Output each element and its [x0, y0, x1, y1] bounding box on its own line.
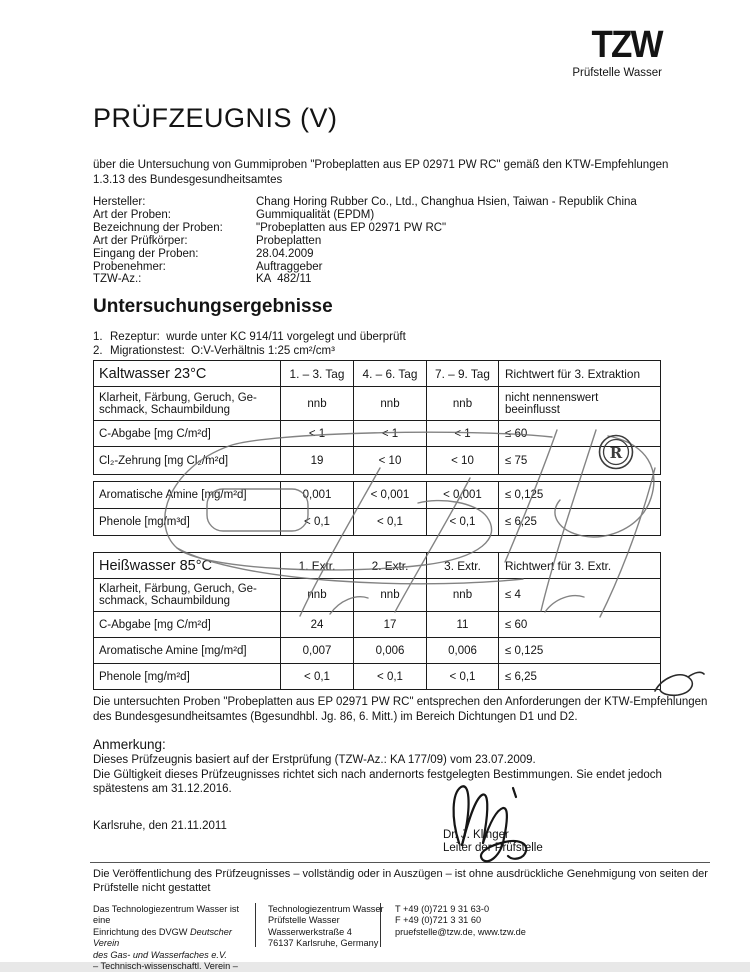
- detail-value: KA 482/11: [256, 273, 312, 286]
- svg-text:R: R: [609, 444, 623, 462]
- value-cell: < 0,001: [354, 482, 427, 509]
- table-title-cell: Kaltwasser 23°C: [94, 361, 281, 387]
- footer-line: Technologiezentrum Wasser: [268, 904, 384, 914]
- footer-email-web: pruefstelle@tzw.de, www.tzw.de: [395, 926, 526, 937]
- footer-address-column: [268, 904, 388, 950]
- value-cell: 17: [354, 612, 427, 638]
- value-cell: 0,006: [427, 638, 499, 664]
- detail-value: "Probeplatten aus EP 02971 PW RC": [256, 221, 447, 234]
- footer-organisation-column: [93, 904, 253, 972]
- column-header: 1. Extr.: [281, 553, 354, 579]
- limit-cell: ≤ 0,125: [499, 638, 661, 664]
- column-header: 1. – 3. Tag: [281, 361, 354, 387]
- conformity-statement: Die untersuchten Proben "Probeplatten aus EP 02971 PW RC" entsprechen den Anforderungen der KTW-Empfehlungen des Bundesgesundheitsamtes (Bgesundhbl. Jg. 86, 6. Mitt.) im Bereich Dichtungen D1 und D2.: [93, 696, 708, 723]
- detail-label: TZW-Az.:: [93, 273, 142, 286]
- value-cell: < 1: [281, 421, 354, 447]
- row-label: Aromatische Amine [mg/m²d]: [94, 638, 281, 664]
- tzw-logo: [572, 26, 662, 79]
- limit-cell: ≤ 75: [499, 447, 661, 475]
- detail-label: Hersteller:: [93, 196, 146, 208]
- value-cell: < 0,001: [427, 482, 499, 509]
- footer-separator-line: [90, 862, 710, 863]
- signer-block: [443, 829, 543, 855]
- footer-line: Das Technologiezentrum Wasser ist eine: [93, 904, 240, 926]
- value-cell: 0,001: [281, 482, 354, 509]
- place-date-line: Karlsruhe, den 21.11.2011: [93, 820, 227, 832]
- results-heading: Untersuchungsergebnisse: [93, 296, 333, 317]
- footer-divider: [255, 903, 256, 947]
- value-cell: 0,006: [354, 638, 427, 664]
- column-header: 3. Extr.: [427, 553, 499, 579]
- table-header-row: [94, 553, 661, 579]
- value-cell: nnb: [281, 387, 354, 421]
- handwritten-initials-icon: [655, 672, 704, 695]
- footer-line: 76137 Karlsruhe, Germany: [268, 938, 379, 949]
- value-cell: < 0,1: [281, 509, 354, 536]
- footer-divider: [380, 903, 381, 947]
- limit-cell: ≤ 6,25: [499, 509, 661, 536]
- value-cell: < 0,1: [281, 664, 354, 690]
- detail-value: Auftraggeber: [256, 260, 323, 273]
- column-header: Richtwert für 3. Extraktion: [499, 361, 661, 387]
- detail-value: Gummiqualität (EPDM): [256, 208, 375, 221]
- signer-role: Leiter der Prüfstelle: [443, 842, 543, 854]
- note-number: 2.: [93, 344, 103, 357]
- value-cell: < 1: [354, 421, 427, 447]
- limit-cell: ≤ 6,25: [499, 664, 661, 690]
- intro-paragraph: über die Untersuchung von Gummiproben "Probeplatten aus EP 02971 PW RC" gemäß den KTW-Empfehlungen 1.3.13 des Bundesgesundheitsamtes: [93, 159, 669, 187]
- table-row: [94, 447, 661, 475]
- row-label: Cl₂-Zehrung [mg Cl₂/m²d]: [94, 447, 281, 475]
- table-row: [94, 421, 661, 447]
- logo-brand-text: TZW: [591, 24, 662, 66]
- note-text: Rezeptur: wurde unter KC 914/11 vorgelegt und überprüft: [110, 331, 406, 343]
- table-row: [94, 638, 661, 664]
- value-cell: 24: [281, 612, 354, 638]
- row-label: Phenole [mg/m²d]: [94, 664, 281, 690]
- publication-note: Die Veröffentlichung des Prüfzeugnisses – vollständig oder in Auszügen – ist ohne ausdrückliche Genehmigung von seiten der Prüfstelle nicht gestattet: [93, 868, 708, 894]
- limit-cell: ≤ 0,125: [499, 482, 661, 509]
- remark-heading: Anmerkung:: [93, 737, 166, 752]
- coldwater-table: [93, 360, 661, 475]
- coldwater-extra-table: [93, 481, 661, 536]
- sample-details: [93, 196, 713, 286]
- footer-text: Einrichtung des DVGW: [93, 926, 191, 937]
- column-header: 2. Extr.: [354, 553, 427, 579]
- detail-value: Probeplatten: [256, 234, 322, 247]
- table-row: [94, 509, 661, 536]
- value-cell: < 0,1: [354, 664, 427, 690]
- row-label: Klarheit, Färbung, Geruch, Ge-schmack, Schaumbildung: [94, 579, 281, 612]
- value-cell: < 10: [427, 447, 499, 475]
- detail-row: [93, 196, 713, 209]
- row-label: Aromatische Amine [mg/m²d]: [94, 482, 281, 509]
- limit-cell: ≤ 60: [499, 421, 661, 447]
- detail-value: Chang Horing Rubber Co., Ltd., Changhua Hsien, Taiwan - Republik China: [256, 196, 637, 208]
- table-title-cell: Heißwasser 85°C: [94, 553, 281, 579]
- detail-row: [93, 235, 713, 248]
- logo-subtitle: Prüfstelle Wasser: [572, 67, 662, 79]
- table-row: [94, 482, 661, 509]
- table-row: [94, 664, 661, 690]
- value-cell: nnb: [354, 387, 427, 421]
- table-row: [94, 612, 661, 638]
- value-cell: < 1: [427, 421, 499, 447]
- value-cell: < 10: [354, 447, 427, 475]
- detail-row: [93, 273, 713, 286]
- hotwater-table: [93, 552, 661, 690]
- remark-body: [93, 753, 711, 797]
- detail-label: Art der Prüfkörper:: [93, 234, 188, 247]
- footer-phone: T +49 (0)721 9 31 63-0: [395, 904, 490, 914]
- limit-cell: ≤ 60: [499, 612, 661, 638]
- detail-label: Art der Proben:: [93, 208, 171, 221]
- table-row: [94, 387, 661, 421]
- results-notes: [93, 331, 406, 358]
- detail-row: [93, 261, 713, 274]
- value-cell: < 0,1: [427, 509, 499, 536]
- note-item: [93, 345, 406, 359]
- footer-line: [93, 927, 253, 950]
- detail-value: 28.04.2009: [256, 247, 314, 260]
- footer-contact-column: [395, 904, 605, 938]
- note-text: Migrationstest: O:V-Verhältnis 1:25 cm²/cm³: [110, 344, 335, 357]
- column-header: 7. – 9. Tag: [427, 361, 499, 387]
- value-cell: 0,007: [281, 638, 354, 664]
- remark-line: Dieses Prüfzeugnis basiert auf der Erstprüfung (TZW-Az.: KA 177/09) vom 23.07.2009.: [93, 754, 536, 766]
- signer-name: Dr. J. Klinger: [443, 829, 509, 841]
- footer-line-italic: des Gas- und Wasserfaches e.V.: [93, 949, 227, 960]
- column-header: Richtwert für 3. Extr.: [499, 553, 661, 579]
- value-cell: nnb: [427, 579, 499, 612]
- detail-row: [93, 248, 713, 261]
- footer-fax: F +49 (0)721 3 31 60: [395, 915, 482, 926]
- page-title: PRÜFZEUGNIS (V): [93, 103, 338, 133]
- detail-label: Probenehmer:: [93, 260, 166, 273]
- remark-line: Die Gültigkeit dieses Prüfzeugnisses richtet sich nach andernorts festgelegten Bestimmungen. Sie endet jedoch spätestens am 31.12.2016.: [93, 768, 662, 796]
- value-cell: 19: [281, 447, 354, 475]
- value-cell: 11: [427, 612, 499, 638]
- detail-label: Eingang der Proben:: [93, 247, 199, 260]
- detail-row: [93, 209, 713, 222]
- footer-line: – Technisch-wissenschaftl. Verein –: [93, 961, 238, 972]
- value-cell: nnb: [281, 579, 354, 612]
- note-item: [93, 331, 406, 345]
- footer-line: Prüfstelle Wasser: [268, 915, 340, 926]
- value-cell: < 0,1: [427, 664, 499, 690]
- footer-text-italic: Deutscher Verein: [93, 926, 232, 949]
- value-cell: < 0,1: [354, 509, 427, 536]
- limit-cell: nicht nennenswert beeinflusst: [499, 387, 661, 421]
- table-row: [94, 579, 661, 612]
- value-cell: nnb: [427, 387, 499, 421]
- table-header-row: [94, 361, 661, 387]
- footer-line: Wasserwerkstraße 4: [268, 926, 352, 937]
- row-label: C-Abgabe [mg C/m²d]: [94, 421, 281, 447]
- row-label: Phenole [mg/m³d]: [94, 509, 281, 536]
- row-label: C-Abgabe [mg C/m²d]: [94, 612, 281, 638]
- note-number: 1.: [93, 331, 103, 343]
- detail-row: [93, 222, 713, 235]
- detail-label: Bezeichnung der Proben:: [93, 221, 223, 234]
- column-header: 4. – 6. Tag: [354, 361, 427, 387]
- row-label: Klarheit, Färbung, Geruch, Ge-schmack, Schaumbildung: [94, 387, 281, 421]
- value-cell: nnb: [354, 579, 427, 612]
- limit-cell: ≤ 4: [499, 579, 661, 612]
